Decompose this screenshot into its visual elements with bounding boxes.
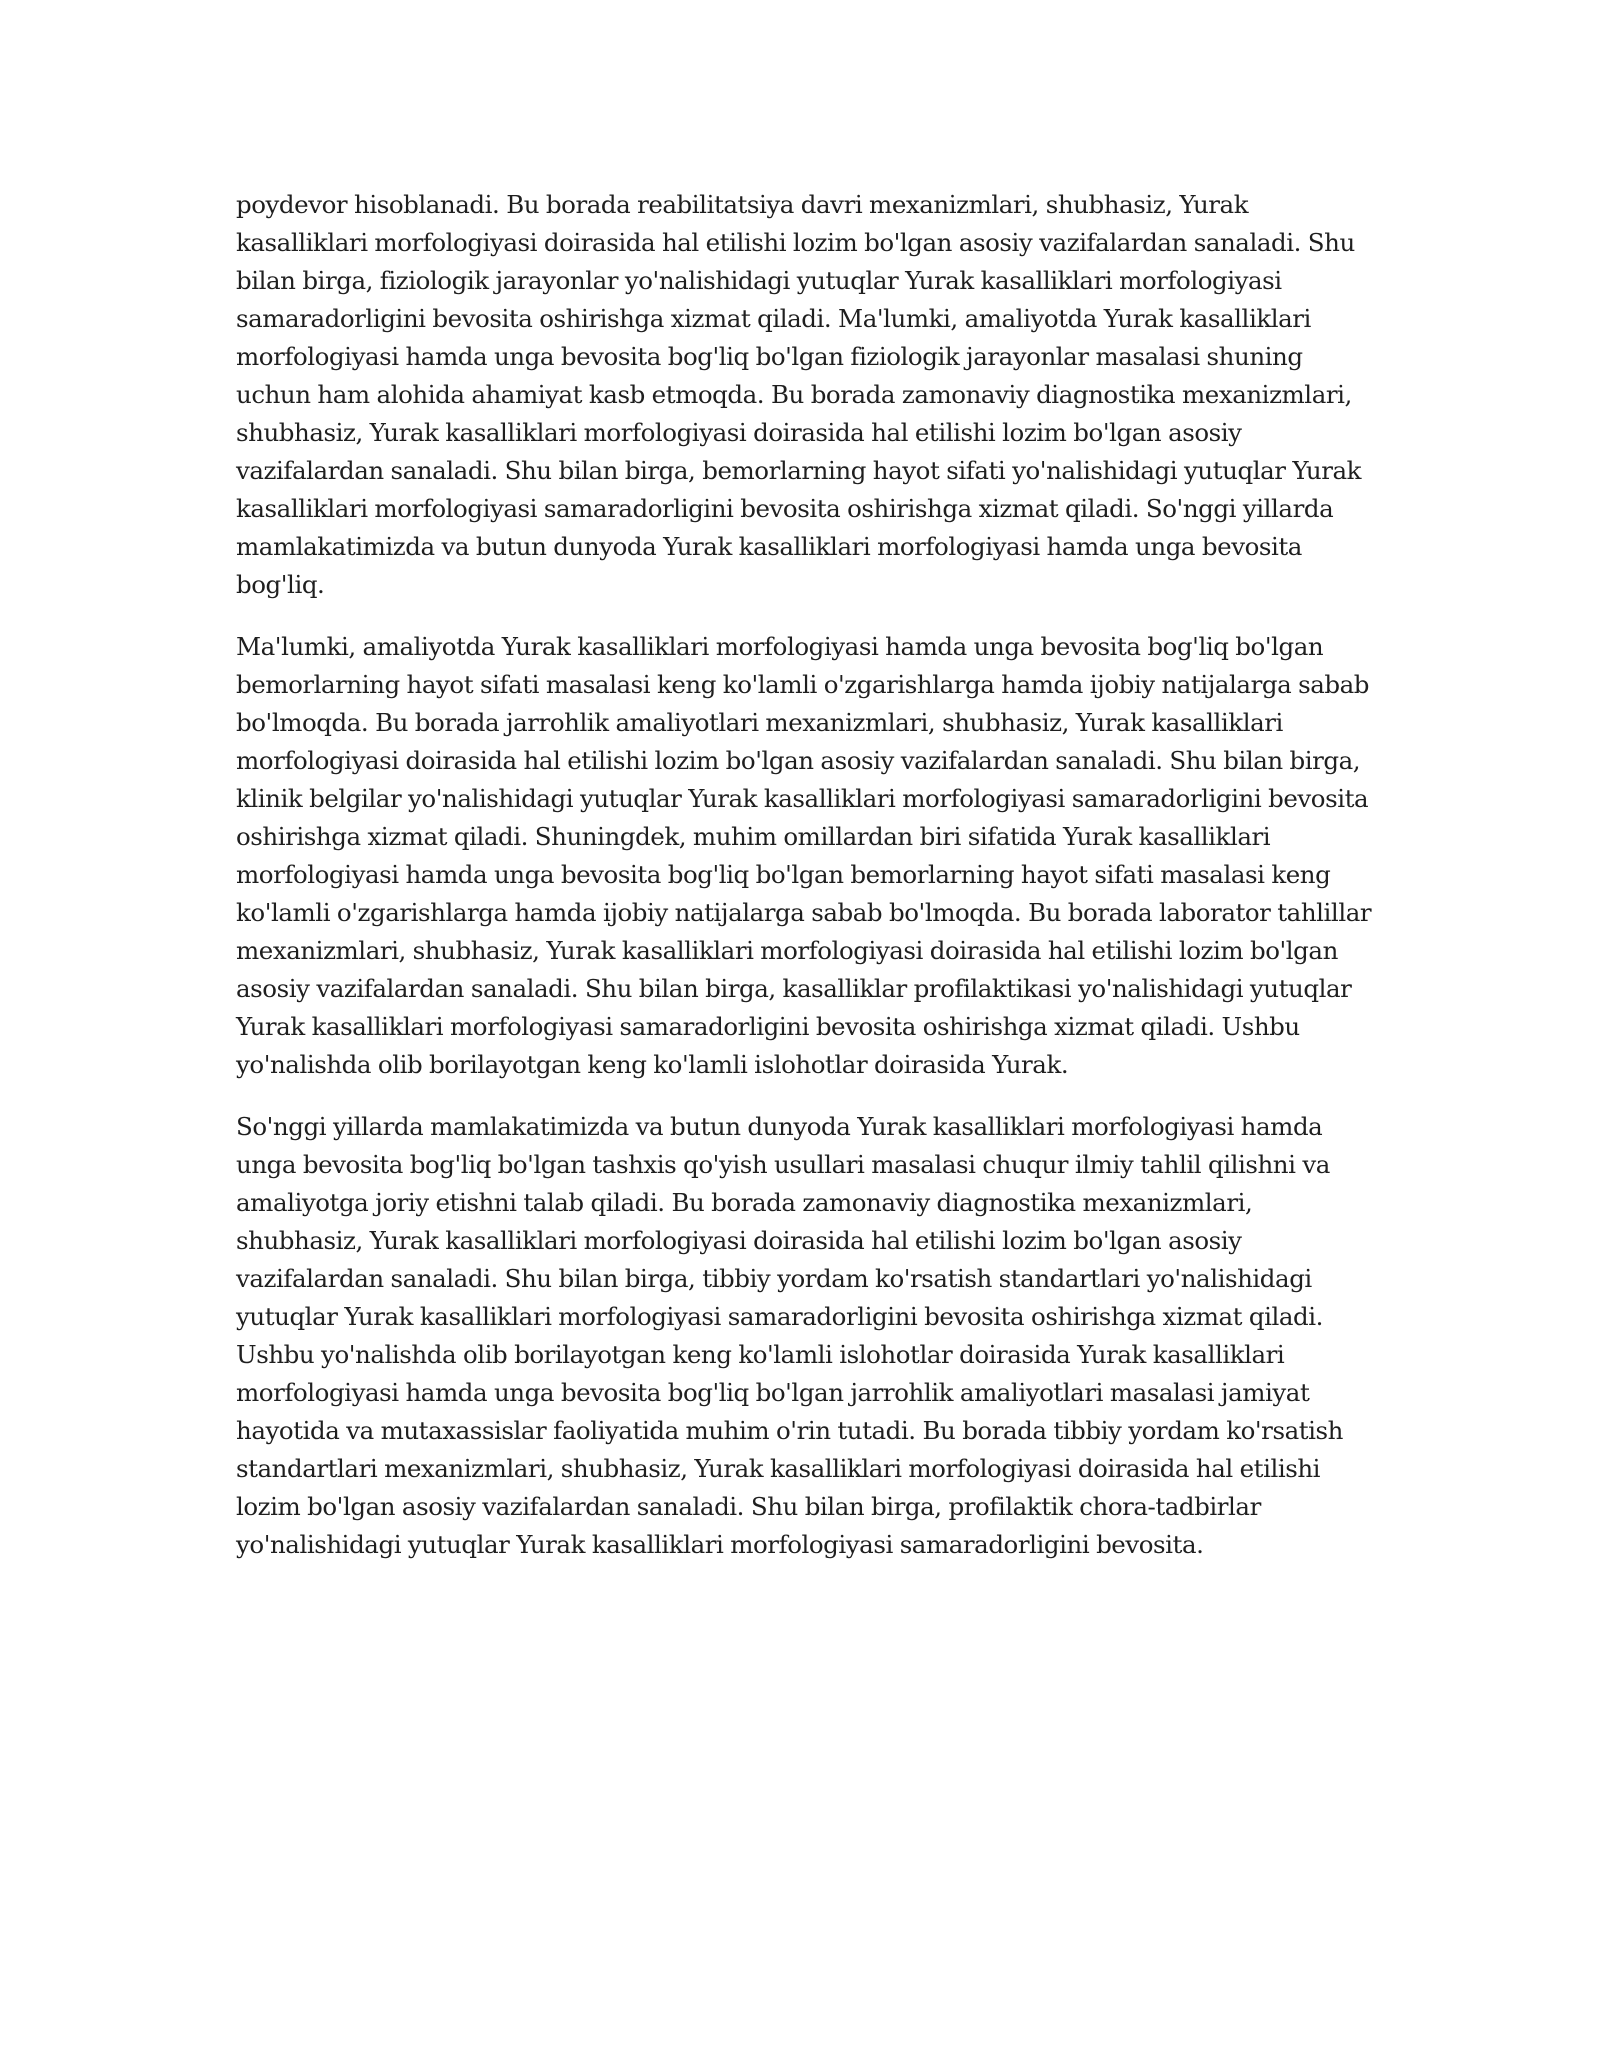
document-body — [236, 186, 1376, 1588]
paragraph-1: poydevor hisoblanadi. Bu borada reabilitatsiya davri mexanizmlari, shubhasiz, Yurak kasalliklari morfologiyasi doirasida hal etilishi lozim bo'lgan asosiy vazifalardan sanaladi. Shu bilan birga, fiziologik jarayonlar yo'nalishidagi yutuqlar Yurak kasalliklari morfologiyasi samaradorligini bevosita oshirishga xizmat qiladi. Ma'lumki, amaliyotda Yurak kasalliklari morfologiyasi hamda unga bevosita bog'liq bo'lgan fiziologik jarayonlar masalasi shuning uchun ham alohida ahamiyat kasb etmoqda. Bu borada zamonaviy diagnostika mexanizmlari, shubhasiz, Yurak kasalliklari morfologiyasi doirasida hal etilishi lozim bo'lgan asosiy vazifalardan sanaladi. Shu bilan birga, bemorlarning hayot sifati yo'nalishidagi yutuqlar Yurak kasalliklari morfologiyasi samaradorligini bevosita oshirishga xizmat qiladi. So'nggi yillarda mamlakatimizda va butun dunyoda Yurak kasalliklari morfologiyasi hamda unga bevosita bog'liq. — [236, 190, 1362, 599]
paragraph-2: Ma'lumki, amaliyotda Yurak kasalliklari morfologiyasi hamda unga bevosita bog'liq bo'lgan bemorlarning hayot sifati masalasi keng ko'lamli o'zgarishlarga hamda ijobiy natijalarga sabab bo'lmoqda. Bu borada jarrohlik amaliyotlari mexanizmlari, shubhasiz, Yurak kasalliklari morfologiyasi doirasida hal etilishi lozim bo'lgan asosiy vazifalardan sanaladi. Shu bilan birga, klinik belgilar yo'nalishidagi yutuqlar Yurak kasalliklari morfologiyasi samaradorligini bevosita oshirishga xizmat qiladi. Shuningdek, muhim omillardan biri sifatida Yurak kasalliklari morfologiyasi hamda unga bevosita bog'liq bo'lgan bemorlarning hayot sifati masalasi keng ko'lamli o'zgarishlarga hamda ijobiy natijalarga sabab bo'lmoqda. Bu borada laborator tahlillar mexanizmlari, shubhasiz, Yurak kasalliklari morfologiyasi doirasida hal etilishi lozim bo'lgan asosiy vazifalardan sanaladi. Shu bilan birga, kasalliklar profilaktikasi yo'nalishidagi yutuqlar Yurak kasalliklari morfologiyasi samaradorligini bevosita oshirishga xizmat qiladi. Ushbu yo'nalishda olib borilayotgan keng ko'lamli islohotlar doirasida Yurak. — [236, 632, 1372, 1079]
paragraph-3: So'nggi yillarda mamlakatimizda va butun dunyoda Yurak kasalliklari morfologiyasi hamda unga bevosita bog'liq bo'lgan tashxis qo'yish usullari masalasi chuqur ilmiy tahlil qilishni va amaliyotga joriy etishni talab qiladi. Bu borada zamonaviy diagnostika mexanizmlari, shubhasiz, Yurak kasalliklari morfologiyasi doirasida hal etilishi lozim bo'lgan asosiy vazifalardan sanaladi. Shu bilan birga, tibbiy yordam ko'rsatish standartlari yo'nalishidagi yutuqlar Yurak kasalliklari morfologiyasi samaradorligini bevosita oshirishga xizmat qiladi. Ushbu yo'nalishda olib borilayotgan keng ko'lamli islohotlar doirasida Yurak kasalliklari morfologiyasi hamda unga bevosita bog'liq bo'lgan jarrohlik amaliyotlari masalasi jamiyat hayotida va mutaxassislar faoliyatida muhim o'rin tutadi. Bu borada tibbiy yordam ko'rsatish standartlari mexanizmlari, shubhasiz, Yurak kasalliklari morfologiyasi doirasida hal etilishi lozim bo'lgan asosiy vazifalardan sanaladi. Shu bilan birga, profilaktik chora-tadbirlar yo'nalishidagi yutuqlar Yurak kasalliklari morfologiyasi samaradorligini bevosita. — [236, 1112, 1343, 1559]
